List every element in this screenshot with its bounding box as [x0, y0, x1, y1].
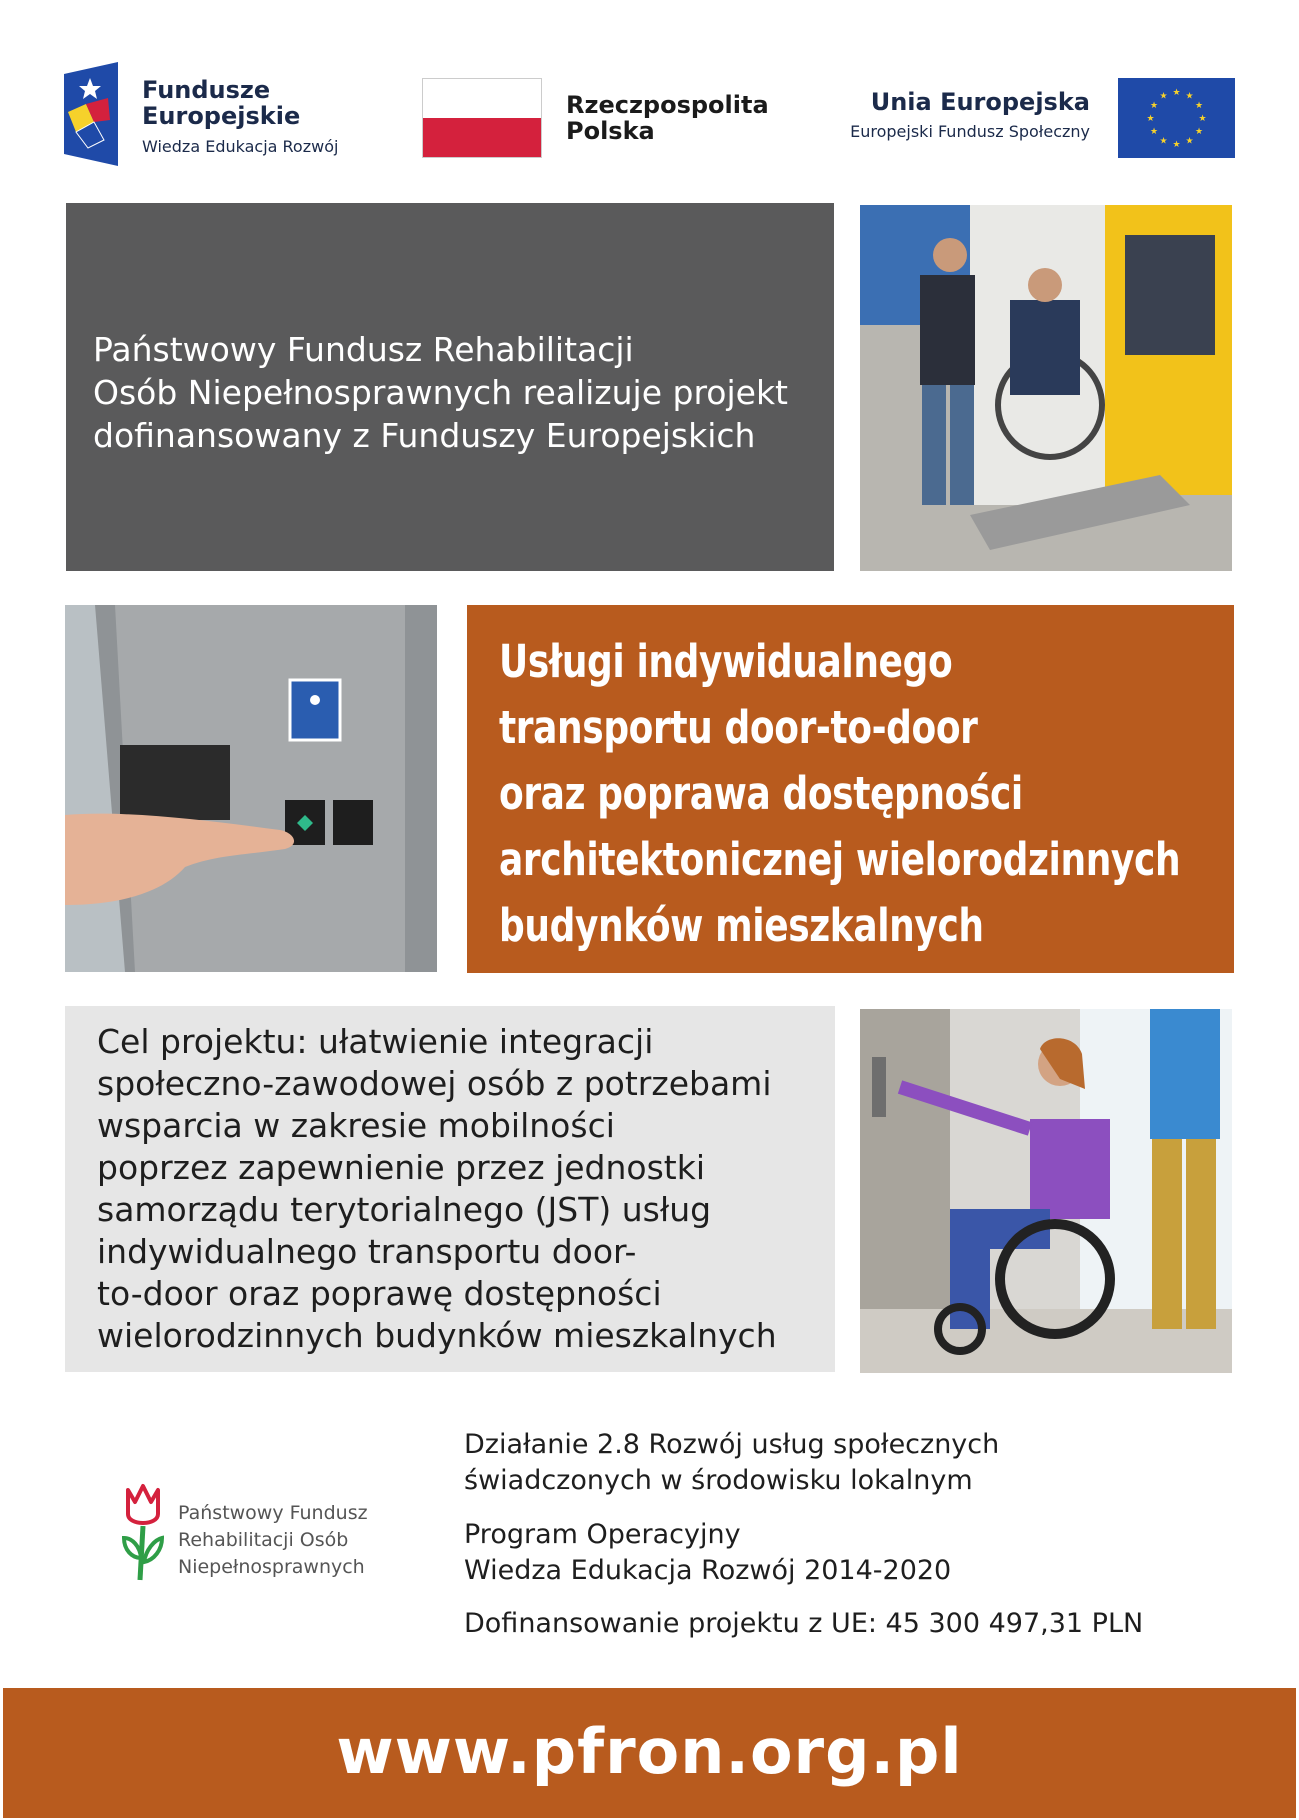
program-line: Wiedza Edukacja Rozwój 2014-2020	[464, 1555, 952, 1586]
goal-text	[97, 1021, 777, 1357]
eu-flag-icon	[1118, 78, 1235, 158]
action-line: Działanie 2.8 Rozwój usług społecznych	[464, 1429, 1000, 1460]
eu-star-icon: ★	[1194, 127, 1204, 137]
goal-line: wielorodzinnych budynków mieszkalnych	[97, 1316, 777, 1355]
eu-star-icon: ★	[1146, 114, 1155, 124]
elevator-button-photo	[65, 605, 437, 972]
title-line: budynków mieszkalnych	[499, 899, 984, 952]
website-link[interactable]: www.pfron.org.pl	[336, 1715, 963, 1788]
rp-logo-line2: Polska	[566, 117, 655, 145]
intro-line: Państwowy Fundusz Rehabilitacji	[93, 330, 634, 369]
fundusze-logo-line3: Wiedza Edukacja Rozwój	[142, 137, 339, 156]
title-line: oraz poprawa dostępności	[499, 767, 1023, 820]
goal-line: wsparcia w zakresie mobilności	[97, 1106, 615, 1145]
title-line: Usługi indywidualnego	[499, 635, 953, 688]
eu-star-icon: ★	[1185, 136, 1194, 147]
title-line: architektonicznej wielorodzinnych	[499, 833, 1181, 886]
eu-star-icon: ★	[1159, 91, 1168, 102]
unia-europejska-logo	[820, 78, 1235, 160]
goal-line: poprzez zapewnienie przez jednostki	[97, 1148, 706, 1187]
goal-line: to-door oraz poprawę dostępności	[97, 1274, 662, 1313]
eu-star-icon: ★	[1172, 140, 1181, 150]
program-line: Program Operacyjny	[464, 1519, 741, 1550]
action-info	[464, 1427, 999, 1499]
eu-star-icon: ★	[1198, 114, 1207, 124]
fundusze-logo-line2: Europejskie	[142, 102, 301, 130]
rp-logo-line1: Rzeczpospolita	[566, 91, 769, 119]
program-info	[464, 1517, 951, 1589]
fundusze-europejskie-emblem-icon	[64, 62, 118, 166]
fundusze-logo-line1: Fundusze	[142, 76, 271, 104]
polish-flag-icon	[422, 78, 542, 158]
pfron-tulip-icon	[118, 1480, 168, 1582]
intro-text	[93, 328, 788, 457]
goal-line: Cel projektu: ułatwienie integracji	[97, 1022, 654, 1061]
ue-logo-line1: Unia Europejska	[870, 88, 1090, 116]
title-line: transportu door-to-door	[499, 701, 978, 754]
eu-star-icon: ★	[1149, 101, 1159, 111]
bus-ramp-photo	[860, 205, 1232, 571]
eu-star-icon: ★	[1172, 88, 1181, 98]
eu-star-icon: ★	[1194, 101, 1204, 111]
project-title	[499, 629, 1180, 959]
pfron-logo-line2: Rehabilitacji Osób	[178, 1529, 349, 1551]
footer-banner	[3, 1688, 1296, 1818]
goal-panel	[65, 1006, 835, 1372]
wheelchair-elevator-photo	[860, 1009, 1232, 1373]
intro-line: Osób Niepełnosprawnych realizuje projekt	[93, 373, 788, 412]
title-panel	[467, 605, 1234, 973]
pfron-logo-line1: Państwowy Fundusz	[178, 1502, 368, 1524]
goal-line: indywidualnego transportu door-	[97, 1232, 637, 1271]
goal-line: samorządu terytorialnego (JST) usług	[97, 1190, 712, 1229]
intro-line: dofinansowany z Funduszy Europejskich	[93, 416, 756, 455]
action-line: świadczonych w środowisku lokalnym	[464, 1465, 973, 1496]
ue-logo-line2: Europejski Fundusz Społeczny	[850, 122, 1090, 141]
rzeczpospolita-polska-logo	[422, 78, 782, 160]
eu-star-icon: ★	[1149, 127, 1159, 137]
eu-star-icon: ★	[1159, 136, 1168, 147]
eu-star-icon: ★	[1185, 91, 1194, 102]
fundusze-europejskie-logo	[64, 62, 364, 172]
pfron-logo-line3: Niepełnosprawnych	[178, 1556, 365, 1578]
goal-line: społeczno-zawodowej osób z potrzebami	[97, 1064, 772, 1103]
pfron-logo	[118, 1480, 418, 1590]
funding-info: Dofinansowanie projektu z UE: 45 300 497,31 PLN	[464, 1608, 1144, 1639]
intro-panel	[66, 203, 834, 571]
